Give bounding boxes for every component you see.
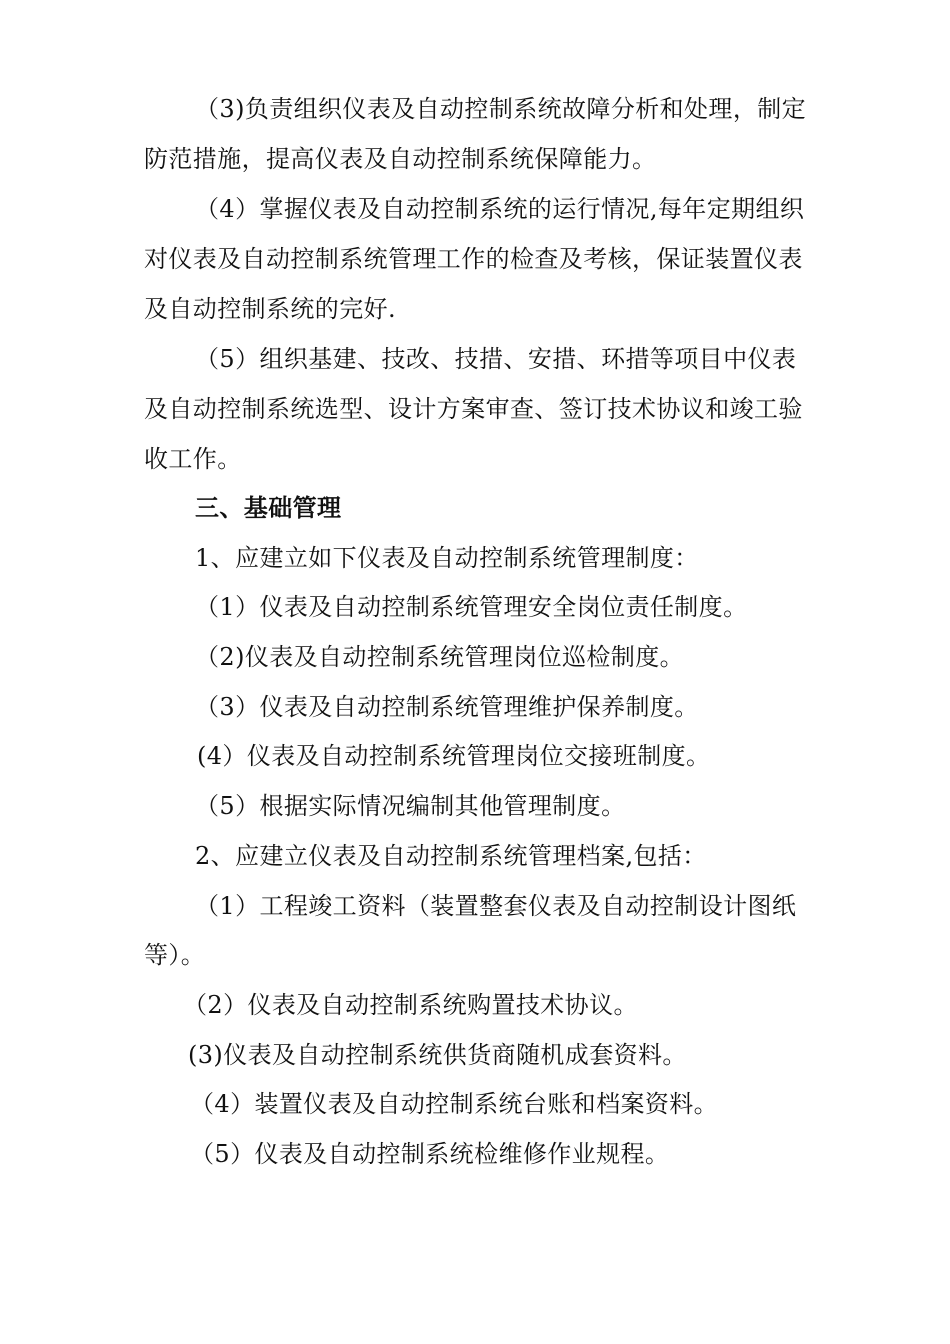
paragraph-4-line-2: 对仪表及自动控制系统管理工作的检查及考核，保证装置仪表 bbox=[144, 245, 803, 273]
archive-intro: 2、应建立仪表及自动控制系统管理档案,包括： bbox=[195, 842, 707, 870]
archive-item-5: （5）仪表及自动控制系统检维修作业规程。 bbox=[190, 1140, 670, 1168]
paragraph-3-line-1: （3)负责组织仪表及自动控制系统故障分析和处理，制定 bbox=[195, 95, 807, 123]
rule-item-3: （3）仪表及自动控制系统管理维护保养制度。 bbox=[195, 693, 699, 721]
paragraph-4-line-3: 及自动控制系统的完好. bbox=[144, 295, 397, 323]
paragraph-4-line-1: （4）掌握仪表及自动控制系统的运行情况,每年定期组织 bbox=[195, 195, 805, 223]
section-heading: 三、基础管理 bbox=[195, 493, 342, 522]
archive-item-2: （2）仪表及自动控制系统购置技术协议。 bbox=[183, 991, 638, 1019]
rule-item-1: （1）仪表及自动控制系统管理安全岗位责任制度。 bbox=[195, 593, 748, 621]
archive-item-1-line-1: （1）工程竣工资料（装置整套仪表及自动控制设计图纸 bbox=[195, 892, 797, 920]
rule-item-2: （2)仪表及自动控制系统管理岗位巡检制度。 bbox=[195, 643, 685, 671]
paragraph-3-line-2: 防范措施，提高仪表及自动控制系统保障能力。 bbox=[144, 145, 657, 173]
archive-item-4: （4）装置仪表及自动控制系统台账和档案资料。 bbox=[190, 1090, 719, 1118]
paragraph-5-line-2: 及自动控制系统选型、设计方案审查、签订技术协议和竣工验 bbox=[144, 395, 803, 423]
rule-item-4: (4）仪表及自动控制系统管理岗位交接班制度。 bbox=[197, 742, 711, 770]
paragraph-5-line-1: （5）组织基建、技改、技措、安措、环措等项目中仪表 bbox=[195, 345, 797, 373]
paragraph-5-line-3: 收工作。 bbox=[144, 445, 242, 473]
archive-item-1-line-2: 等）。 bbox=[144, 941, 206, 969]
rule-item-5: （5）根据实际情况编制其他管理制度。 bbox=[195, 792, 626, 820]
rules-intro: 1、应建立如下仪表及自动控制系统管理制度： bbox=[195, 544, 699, 572]
archive-item-3: (3)仪表及自动控制系统供货商随机成套资料。 bbox=[188, 1041, 687, 1069]
